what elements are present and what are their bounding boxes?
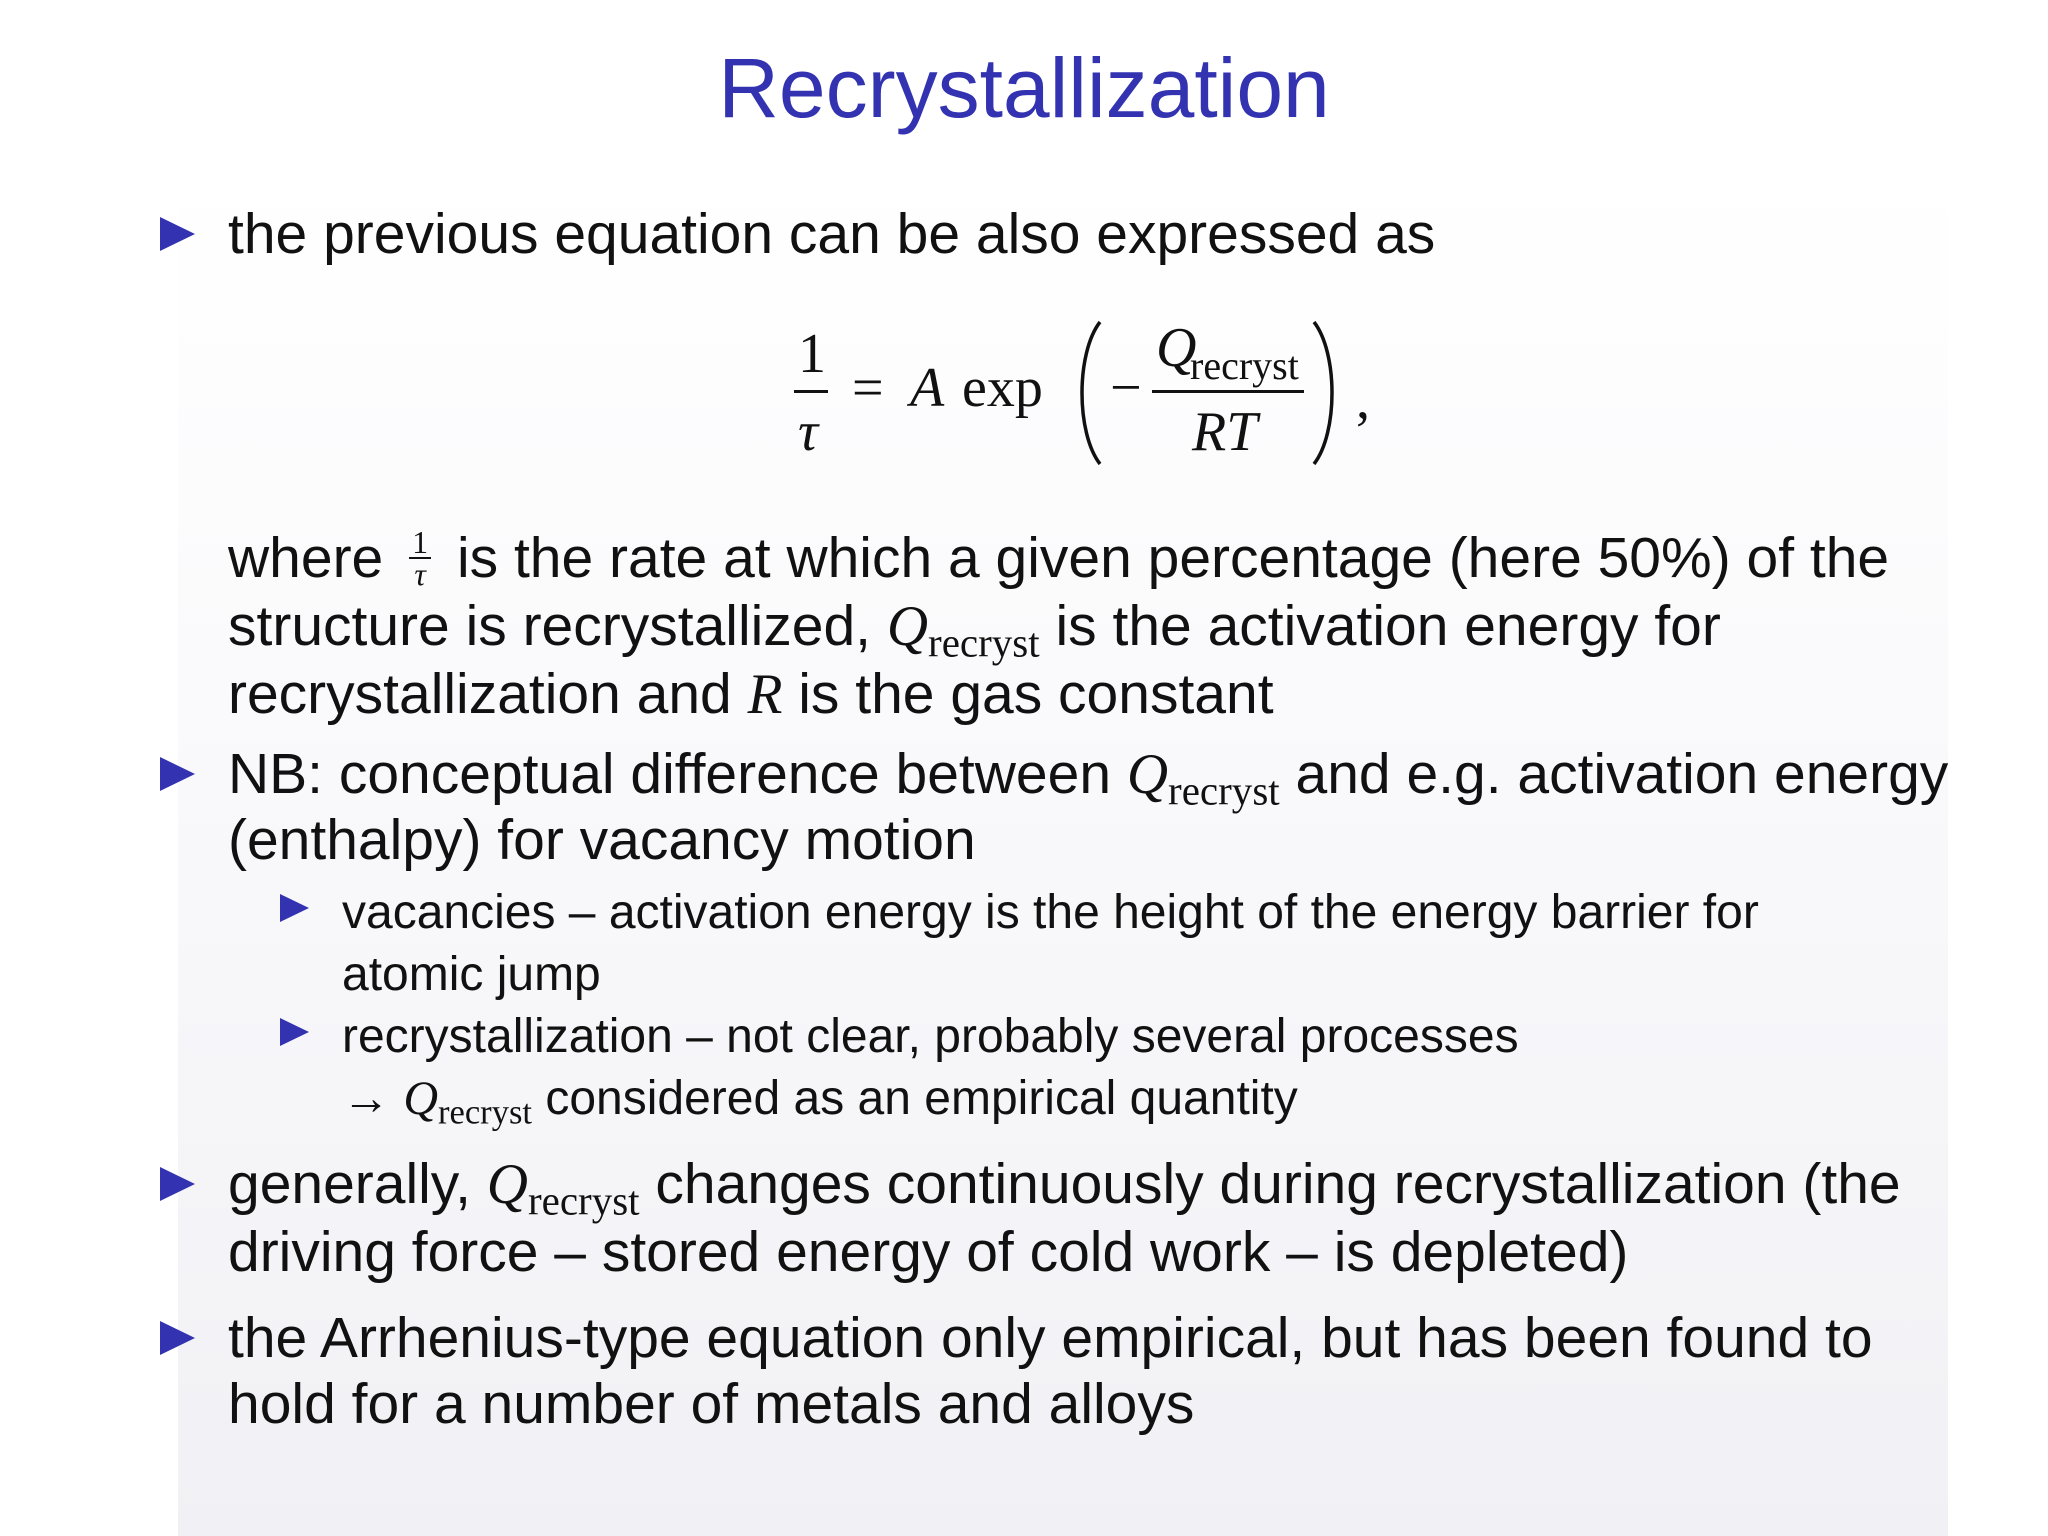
slide-title: Recrystallization — [718, 41, 1330, 135]
triangle-right-icon — [160, 757, 195, 791]
display-equation — [790, 318, 1410, 478]
q-symbol: Q — [886, 595, 929, 658]
r-symbol: R — [747, 663, 783, 726]
sub-bullet-1-line-2: atomic jump — [342, 948, 601, 1001]
sub-bullet-2-line-2 — [342, 1068, 1298, 1144]
triangle-right-icon — [160, 1321, 195, 1355]
eq-q-subscript: recryst — [1190, 343, 1299, 388]
where-line-3-text: is the gas constant — [798, 662, 1274, 726]
sub-bullet-2-line-1: recrystallization – not clear, probably several processes — [342, 1010, 1519, 1063]
sub-bullet-1-line-1: vacancies – activation energy is the height of the energy barrier for — [342, 886, 1759, 939]
bullet-2-suffix: and e.g. activation energy — [1295, 742, 1949, 806]
q-subscript: recryst — [438, 1093, 533, 1132]
eq-q-symbol: Q — [1156, 317, 1197, 379]
bullet-3-line-2: driving force – stored energy of cold work – is depleted) — [228, 1220, 1629, 1284]
eq-rhs-denominator: RT — [1192, 401, 1258, 463]
q-symbol: Q — [1126, 743, 1169, 806]
bullet-4-line-2: hold for a number of metals and alloys — [228, 1372, 1195, 1436]
q-symbol: Q — [403, 1072, 439, 1125]
eq-equals: = — [852, 357, 884, 419]
eq-minus: − — [1110, 357, 1142, 419]
where-line-1-text: is the rate at which a given percentage (here 50%) of the — [456, 526, 1890, 590]
eq-coefficient: A — [910, 357, 945, 419]
eq-left-paren — [1068, 318, 1108, 468]
inline-fraction-denominator: τ — [414, 555, 426, 592]
right-arrow-icon: → — [342, 1072, 390, 1125]
q-subscript: recryst — [527, 1177, 640, 1224]
bullet-3-suffix: changes continuously during recrystallization (the — [655, 1152, 1901, 1216]
where-line-2-text: is the activation energy for — [1055, 594, 1721, 658]
bullet-3-prefix: generally, — [228, 1152, 471, 1216]
where-line-3 — [228, 660, 1274, 729]
eq-lhs-numerator: 1 — [798, 323, 826, 385]
where-line-2-prefix: structure is recrystallized, — [228, 594, 872, 658]
where-line-1 — [228, 524, 1889, 593]
triangle-right-icon — [160, 1167, 195, 1201]
triangle-right-icon — [160, 217, 195, 251]
q-symbol: Q — [486, 1153, 528, 1216]
bullet-2-line-2: (enthalpy) for vacancy motion — [228, 808, 976, 872]
where-prefix: where — [228, 526, 384, 590]
bullet-1-text: the previous equation can be also expressed as — [228, 202, 1436, 266]
eq-lhs-fraction-bar — [794, 390, 828, 393]
sub-bullet-2-text: considered as an empirical quantity — [545, 1072, 1298, 1125]
eq-right-paren — [1306, 318, 1346, 468]
eq-function: exp — [962, 357, 1043, 419]
eq-lhs-denominator: τ — [798, 401, 819, 463]
inline-fraction-one-over-tau — [409, 523, 431, 592]
eq-trailing-comma: , — [1356, 369, 1370, 431]
triangle-right-icon — [280, 1018, 309, 1046]
bullet-2-prefix: NB: conceptual difference between — [228, 742, 1112, 806]
triangle-right-icon — [280, 894, 309, 922]
eq-rhs-fraction-bar — [1152, 390, 1304, 393]
q-subscript: recryst — [1168, 767, 1280, 814]
inline-fraction-numerator: 1 — [409, 527, 431, 559]
q-subscript: recryst — [928, 619, 1040, 666]
where-line-3-prefix: recrystallization and — [228, 662, 732, 726]
bullet-4-line-1: the Arrhenius-type equation only empirical, but has been found to — [228, 1306, 1873, 1370]
